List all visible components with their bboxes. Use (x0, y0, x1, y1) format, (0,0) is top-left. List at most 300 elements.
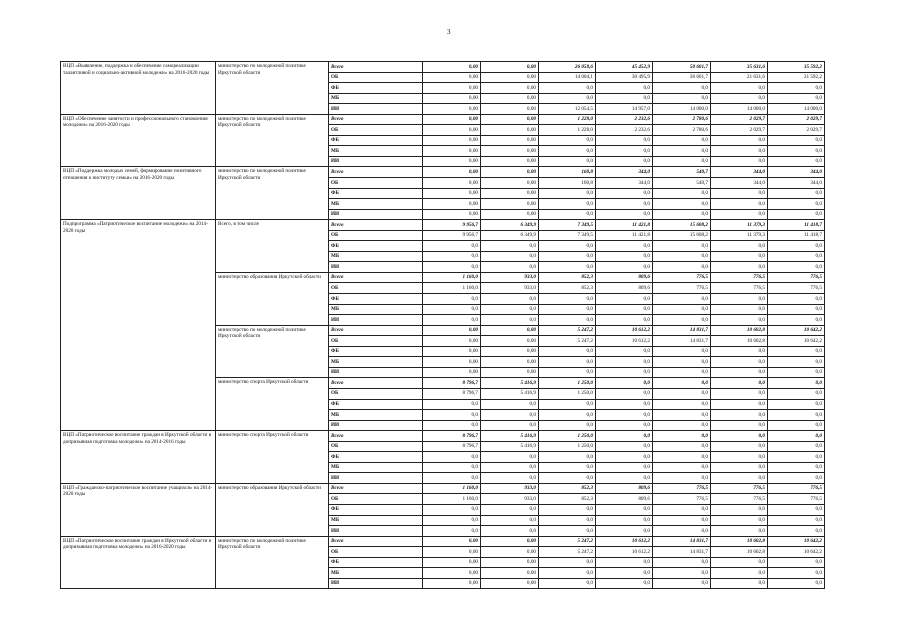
amount-cell: 5 247,2 (539, 325, 596, 336)
amount-cell: 0,0 (539, 515, 596, 526)
amount-cell: 0,0 (768, 410, 825, 421)
amount-cell: 809,6 (596, 494, 653, 505)
amount-cell: 344,0 (768, 178, 825, 189)
responsible-executor-cell: министерство по молодежной политике Иркутской области (216, 536, 329, 589)
amount-cell: 0,0 (768, 462, 825, 473)
amount-cell: 2 029,7 (768, 125, 825, 136)
amount-cell: 2 029,7 (711, 114, 768, 125)
amount-cell: 0,0 (423, 473, 481, 484)
funding-source-cell: МБ (329, 462, 423, 473)
amount-cell: 0,0 (539, 262, 596, 273)
amount-cell: 0,0 (539, 452, 596, 463)
amount-cell: 0,00 (423, 578, 481, 589)
amount-cell: 0,0 (711, 568, 768, 579)
amount-cell: 0,0 (596, 504, 653, 515)
amount-cell: 0,0 (539, 526, 596, 537)
amount-cell: 14 004,1 (539, 72, 596, 83)
amount-cell: 0,0 (653, 568, 711, 579)
amount-cell: 10 602,8 (711, 547, 768, 558)
amount-cell: 0,0 (768, 83, 825, 94)
amount-cell: 0,0 (768, 199, 825, 210)
amount-cell: 0,0 (711, 473, 768, 484)
amount-cell: 0,0 (653, 388, 711, 399)
amount-cell: 9 956,7 (423, 230, 481, 241)
funding-source-cell: ОБ (329, 178, 423, 189)
amount-cell: 10 602,8 (711, 536, 768, 547)
amount-cell: 0,0 (711, 420, 768, 431)
amount-cell: 0,0 (653, 135, 711, 146)
funding-source-cell: МБ (329, 568, 423, 579)
amount-cell: 0,00 (423, 367, 481, 378)
amount-cell: 0,0 (653, 188, 711, 199)
amount-cell: 0,0 (481, 251, 539, 262)
amount-cell: 0,0 (481, 420, 539, 431)
amount-cell: 0,0 (481, 526, 539, 537)
amount-cell: 0,00 (481, 188, 539, 199)
amount-cell: 0,0 (539, 199, 596, 210)
amount-cell: 0,0 (768, 431, 825, 442)
table-row (61, 114, 825, 125)
amount-cell: 0,00 (423, 547, 481, 558)
funding-source-cell: ОБ (329, 125, 423, 136)
amount-cell: 0,00 (481, 178, 539, 189)
amount-cell: 0,00 (481, 536, 539, 547)
amount-cell: 0,0 (423, 420, 481, 431)
amount-cell: 809,6 (596, 483, 653, 494)
amount-cell: 0,0 (596, 441, 653, 452)
amount-cell: 0,00 (423, 167, 481, 178)
program-name-cell: ВЦП «Выявление, поддержка и обеспечение самореализации талантливой и социально-активной молодежи» на 2016-2020 годы (61, 62, 216, 115)
funding-source-cell: Всего (329, 536, 423, 547)
amount-cell: 776,5 (768, 272, 825, 283)
amount-cell: 1 160,0 (423, 283, 481, 294)
amount-cell: 0,0 (768, 304, 825, 315)
amount-cell: 0,0 (596, 367, 653, 378)
amount-cell: 852,3 (539, 272, 596, 283)
funding-source-cell: ИИ (329, 156, 423, 167)
amount-cell: 14 831,7 (653, 336, 711, 347)
amount-cell: 0,0 (539, 557, 596, 568)
amount-cell: 0,00 (481, 83, 539, 94)
amount-cell: 0,0 (481, 504, 539, 515)
amount-cell: 5 416,9 (481, 378, 539, 389)
amount-cell: 0,0 (539, 156, 596, 167)
amount-cell: 0,0 (423, 399, 481, 410)
amount-cell: 0,00 (481, 578, 539, 589)
amount-cell: 0,0 (481, 515, 539, 526)
funding-source-cell: Всего (329, 378, 423, 389)
program-name-cell: ВЦП «Поддержка молодых семей, формирование позитивного отношения к институту семьи» на 2016-2020 годы (61, 167, 216, 220)
amount-cell: 8 796,7 (423, 388, 481, 399)
amount-cell: 6 349,9 (481, 220, 539, 231)
amount-cell: 0,0 (711, 431, 768, 442)
amount-cell: 933,0 (481, 483, 539, 494)
amount-cell: 0,0 (539, 209, 596, 220)
amount-cell: 10 642,2 (768, 536, 825, 547)
amount-cell: 0,0 (768, 504, 825, 515)
amount-cell: 0,00 (423, 104, 481, 115)
amount-cell: 776,5 (768, 483, 825, 494)
amount-cell: 10 612,2 (596, 336, 653, 347)
responsible-executor-cell: министерство по молодежной политике Иркутской области (216, 114, 329, 167)
amount-cell: 10 642,2 (768, 325, 825, 336)
amount-cell: 0,00 (481, 209, 539, 220)
amount-cell: 344,0 (596, 167, 653, 178)
amount-cell: 14 000,0 (711, 104, 768, 115)
amount-cell: 15 608,2 (653, 230, 711, 241)
amount-cell: 0,0 (653, 526, 711, 537)
amount-cell: 2 029,7 (768, 114, 825, 125)
funding-source-cell: ИИ (329, 526, 423, 537)
amount-cell: 0,0 (768, 441, 825, 452)
amount-cell: 0,0 (596, 294, 653, 305)
amount-cell: 0,0 (711, 578, 768, 589)
amount-cell: 0,0 (596, 473, 653, 484)
amount-cell: 0,0 (711, 304, 768, 315)
amount-cell: 0,0 (596, 93, 653, 104)
amount-cell: 0,0 (711, 209, 768, 220)
amount-cell: 0,0 (423, 526, 481, 537)
amount-cell: 1 250,0 (539, 431, 596, 442)
amount-cell: 0,0 (596, 156, 653, 167)
amount-cell: 0,0 (653, 378, 711, 389)
amount-cell: 0,0 (481, 473, 539, 484)
funding-source-cell: ОБ (329, 230, 423, 241)
amount-cell: 776,5 (768, 494, 825, 505)
amount-cell: 0,00 (481, 336, 539, 347)
amount-cell: 0,0 (768, 156, 825, 167)
amount-cell: 0,0 (596, 399, 653, 410)
amount-cell: 0,0 (596, 241, 653, 252)
funding-source-cell: ИИ (329, 367, 423, 378)
funding-source-cell: ИИ (329, 315, 423, 326)
amount-cell: 0,0 (539, 315, 596, 326)
funding-source-cell: ОБ (329, 336, 423, 347)
amount-cell: 0,0 (481, 262, 539, 273)
amount-cell: 0,00 (423, 557, 481, 568)
funding-source-cell: ФБ (329, 452, 423, 463)
amount-cell: 0,00 (423, 199, 481, 210)
amount-cell: 776,5 (653, 494, 711, 505)
amount-cell: 0,0 (539, 420, 596, 431)
amount-cell: 0,00 (423, 156, 481, 167)
amount-cell: 0,0 (711, 93, 768, 104)
amount-cell: 0,0 (596, 83, 653, 94)
amount-cell: 0,00 (481, 325, 539, 336)
amount-cell: 0,0 (596, 410, 653, 421)
funding-source-cell: МБ (329, 146, 423, 157)
amount-cell: 0,0 (653, 431, 711, 442)
amount-cell: 0,0 (653, 515, 711, 526)
amount-cell: 8 796,7 (423, 378, 481, 389)
funding-source-cell: ИИ (329, 578, 423, 589)
amount-cell: 0,00 (423, 72, 481, 83)
amount-cell: 0,00 (481, 62, 539, 73)
amount-cell: 36 601,7 (653, 72, 711, 83)
amount-cell: 0,0 (539, 473, 596, 484)
amount-cell: 0,0 (423, 241, 481, 252)
amount-cell: 776,5 (711, 272, 768, 283)
amount-cell: 0,0 (596, 431, 653, 442)
amount-cell: 0,0 (711, 367, 768, 378)
amount-cell: 0,00 (423, 188, 481, 199)
amount-cell: 809,6 (596, 272, 653, 283)
amount-cell: 1 160,0 (423, 272, 481, 283)
amount-cell: 21 592,2 (768, 72, 825, 83)
amount-cell: 1 160,0 (423, 483, 481, 494)
amount-cell: 852,3 (539, 483, 596, 494)
amount-cell: 0,0 (711, 378, 768, 389)
amount-cell: 344,0 (711, 178, 768, 189)
funding-source-cell: МБ (329, 304, 423, 315)
amount-cell: 0,0 (481, 304, 539, 315)
amount-cell: 0,00 (481, 357, 539, 368)
amount-cell: 0,0 (423, 515, 481, 526)
funding-source-cell: ФБ (329, 557, 423, 568)
funding-source-cell: ФБ (329, 399, 423, 410)
funding-source-cell: МБ (329, 93, 423, 104)
funding-source-cell: Всего (329, 62, 423, 73)
amount-cell: 0,0 (539, 251, 596, 262)
funding-source-cell: ИИ (329, 473, 423, 484)
program-name-cell: Подпрограмма «Патриотическое воспитание молодежи» на 2014-2020 годы (61, 220, 216, 431)
amount-cell: 0,0 (711, 315, 768, 326)
amount-cell: 1 250,0 (539, 388, 596, 399)
amount-cell: 11 421,8 (596, 220, 653, 231)
amount-cell: 35 631,6 (711, 62, 768, 73)
amount-cell: 10 612,2 (596, 547, 653, 558)
amount-cell: 14 000,0 (653, 104, 711, 115)
amount-cell: 0,0 (768, 188, 825, 199)
amount-cell: 1 228,0 (539, 125, 596, 136)
amount-cell: 1 160,0 (423, 494, 481, 505)
amount-cell: 0,0 (539, 83, 596, 94)
amount-cell: 5 416,9 (481, 388, 539, 399)
amount-cell: 0,0 (711, 557, 768, 568)
amount-cell: 7 349,5 (539, 230, 596, 241)
responsible-executor-cell: министерство по молодежной политике Иркутской области (216, 62, 329, 115)
amount-cell: 344,0 (711, 167, 768, 178)
responsible-executor-cell: Всего, в том числе (216, 220, 329, 273)
amount-cell: 0,0 (711, 135, 768, 146)
amount-cell: 0,00 (423, 93, 481, 104)
amount-cell: 0,00 (423, 536, 481, 547)
amount-cell: 0,0 (711, 526, 768, 537)
table-row (61, 167, 825, 178)
amount-cell: 0,0 (423, 410, 481, 421)
amount-cell: 0,0 (423, 251, 481, 262)
funding-source-cell: Всего (329, 220, 423, 231)
amount-cell: 0,0 (423, 504, 481, 515)
funding-source-cell: ОБ (329, 547, 423, 558)
amount-cell: 0,0 (711, 462, 768, 473)
amount-cell: 0,00 (481, 547, 539, 558)
amount-cell: 0,0 (653, 441, 711, 452)
amount-cell: 0,0 (768, 93, 825, 104)
amount-cell: 10 602,8 (711, 325, 768, 336)
amount-cell: 0,0 (539, 399, 596, 410)
amount-cell: 2 029,7 (711, 125, 768, 136)
funding-source-cell: ИИ (329, 262, 423, 273)
amount-cell: 0,0 (539, 241, 596, 252)
amount-cell: 0,00 (481, 135, 539, 146)
amount-cell: 0,0 (596, 146, 653, 157)
amount-cell: 852,3 (539, 283, 596, 294)
amount-cell: 0,00 (423, 83, 481, 94)
amount-cell: 0,0 (653, 420, 711, 431)
amount-cell: 0,0 (653, 357, 711, 368)
amount-cell: 0,00 (481, 93, 539, 104)
amount-cell: 0,0 (539, 367, 596, 378)
amount-cell: 0,0 (423, 262, 481, 273)
amount-cell: 8 796,7 (423, 441, 481, 452)
amount-cell: 0,0 (596, 135, 653, 146)
amount-cell: 15 608,2 (653, 220, 711, 231)
program-name-cell: ВЦП «Патриотическое воспитание граждан в Иркутской области и допризывная подготовка молодежи» на 2016-2020 годы (61, 536, 216, 589)
funding-source-cell: ОБ (329, 441, 423, 452)
amount-cell: 0,0 (653, 504, 711, 515)
amount-cell: 5 416,9 (481, 431, 539, 442)
amount-cell: 776,5 (653, 283, 711, 294)
page-number: 3 (447, 28, 451, 36)
amount-cell: 776,5 (711, 283, 768, 294)
amount-cell: 0,0 (711, 388, 768, 399)
amount-cell: 0,0 (653, 473, 711, 484)
amount-cell: 776,5 (653, 272, 711, 283)
amount-cell: 5 247,2 (539, 536, 596, 547)
funding-source-cell: Всего (329, 114, 423, 125)
amount-cell: 14 831,7 (653, 325, 711, 336)
amount-cell: 0,00 (423, 346, 481, 357)
amount-cell: 0,0 (596, 557, 653, 568)
amount-cell: 0,0 (711, 504, 768, 515)
amount-cell: 0,0 (768, 209, 825, 220)
amount-cell: 0,0 (481, 462, 539, 473)
amount-cell: 0,0 (768, 135, 825, 146)
amount-cell: 0,0 (768, 420, 825, 431)
amount-cell: 0,0 (768, 357, 825, 368)
amount-cell: 11 418,7 (768, 220, 825, 231)
amount-cell: 0,0 (653, 452, 711, 463)
funding-source-cell: Всего (329, 431, 423, 442)
amount-cell: 2 232,6 (596, 125, 653, 136)
amount-cell: 0,00 (423, 62, 481, 73)
amount-cell: 0,0 (481, 452, 539, 463)
amount-cell: 0,0 (596, 462, 653, 473)
amount-cell: 0,0 (653, 146, 711, 157)
amount-cell: 50 601,7 (653, 62, 711, 73)
amount-cell: 809,6 (596, 283, 653, 294)
amount-cell: 0,0 (653, 304, 711, 315)
amount-cell: 0,0 (596, 346, 653, 357)
amount-cell: 0,0 (481, 399, 539, 410)
amount-cell: 0,0 (653, 83, 711, 94)
amount-cell: 10 612,2 (596, 325, 653, 336)
amount-cell: 0,0 (596, 357, 653, 368)
amount-cell: 0,00 (481, 104, 539, 115)
amount-cell: 26 058,6 (539, 62, 596, 73)
amount-cell: 0,0 (711, 410, 768, 421)
amount-cell: 0,0 (596, 199, 653, 210)
amount-cell: 0,0 (711, 146, 768, 157)
amount-cell: 14 957,0 (596, 104, 653, 115)
responsible-executor-cell: министерство образования Иркутской области (216, 483, 329, 536)
amount-cell: 10 612,2 (596, 536, 653, 547)
amount-cell: 0,0 (768, 473, 825, 484)
amount-cell: 11 421,8 (596, 230, 653, 241)
amount-cell: 0,0 (596, 526, 653, 537)
amount-cell: 0,0 (711, 441, 768, 452)
amount-cell: 0,0 (711, 515, 768, 526)
amount-cell: 0,0 (711, 399, 768, 410)
amount-cell: 5 247,2 (539, 547, 596, 558)
funding-source-cell: ФБ (329, 188, 423, 199)
funding-source-cell: МБ (329, 357, 423, 368)
amount-cell: 10 602,8 (711, 336, 768, 347)
amount-cell: 0,0 (711, 156, 768, 167)
funding-source-cell: ФБ (329, 346, 423, 357)
amount-cell: 0,0 (539, 504, 596, 515)
amount-cell: 30 495,9 (596, 72, 653, 83)
responsible-executor-cell: министерство по молодежной политике Иркутской области (216, 167, 329, 220)
amount-cell: 344,0 (768, 167, 825, 178)
amount-cell: 0,0 (539, 410, 596, 421)
amount-cell: 0,0 (653, 557, 711, 568)
amount-cell: 0,00 (481, 167, 539, 178)
amount-cell: 0,0 (653, 209, 711, 220)
amount-cell: 0,00 (481, 199, 539, 210)
funding-source-cell: Всего (329, 272, 423, 283)
funding-source-cell: МБ (329, 410, 423, 421)
funding-source-cell: ФБ (329, 83, 423, 94)
amount-cell: 0,0 (711, 188, 768, 199)
amount-cell: 1 250,0 (539, 378, 596, 389)
amount-cell: 0,0 (711, 452, 768, 463)
amount-cell: 344,0 (596, 178, 653, 189)
amount-cell: 0,0 (653, 367, 711, 378)
funding-source-cell: ФБ (329, 135, 423, 146)
funding-source-cell: ОБ (329, 283, 423, 294)
amount-cell: 933,0 (481, 283, 539, 294)
amount-cell: 0,0 (768, 515, 825, 526)
amount-cell: 0,0 (596, 378, 653, 389)
responsible-executor-cell: министерство спорта Иркутской области (216, 378, 329, 431)
amount-cell: 0,0 (596, 251, 653, 262)
amount-cell: 0,0 (768, 262, 825, 273)
amount-cell: 0,0 (596, 578, 653, 589)
amount-cell: 0,0 (481, 410, 539, 421)
amount-cell: 0,0 (539, 146, 596, 157)
amount-cell: 0,0 (596, 304, 653, 315)
amount-cell: 0,00 (423, 568, 481, 579)
funding-source-cell: ОБ (329, 494, 423, 505)
amount-cell: 0,0 (596, 262, 653, 273)
amount-cell: 0,0 (596, 315, 653, 326)
amount-cell: 2 780,6 (653, 125, 711, 136)
funding-source-cell: ИИ (329, 104, 423, 115)
amount-cell: 0,0 (711, 262, 768, 273)
amount-cell: 0,0 (711, 83, 768, 94)
amount-cell: 14 000,0 (768, 104, 825, 115)
funding-source-cell: ФБ (329, 504, 423, 515)
amount-cell: 0,00 (423, 325, 481, 336)
table-row (61, 62, 825, 73)
amount-cell: 0,0 (653, 315, 711, 326)
amount-cell: 160,8 (539, 167, 596, 178)
funding-source-cell: ИИ (329, 420, 423, 431)
amount-cell: 0,0 (596, 452, 653, 463)
amount-cell: 0,0 (711, 199, 768, 210)
